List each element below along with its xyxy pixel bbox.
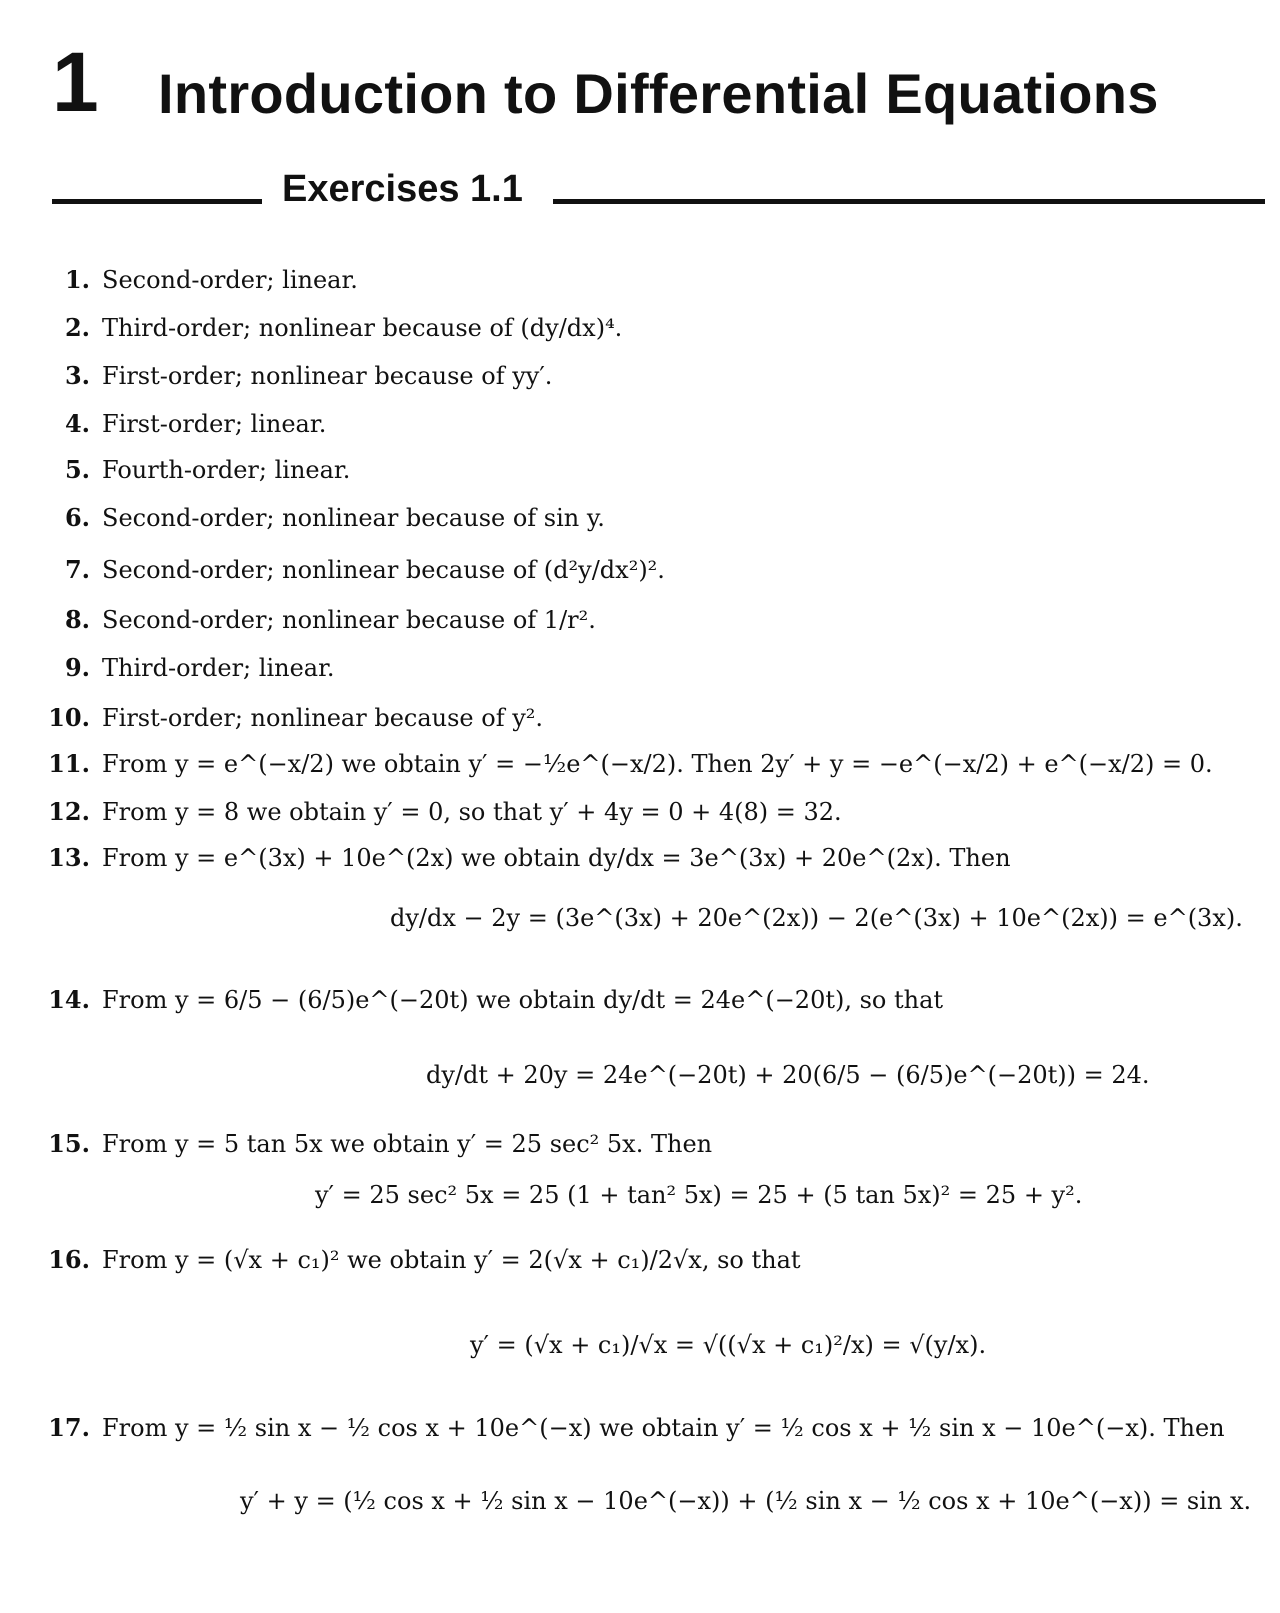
exercise-text: Fourth-order; linear. bbox=[102, 456, 351, 484]
section-title: Exercises 1.1 bbox=[282, 168, 523, 210]
exercise-number: 3. bbox=[64, 361, 90, 390]
display-equation: y′ = (√x + c₁)/√x = √((√x + c₁)²/x) = √(y/x). bbox=[470, 1331, 987, 1359]
display-equation: dy/dx − 2y = (3e^(3x) + 20e^(2x)) − 2(e^(3x) + 10e^(2x)) = e^(3x). bbox=[390, 904, 1243, 932]
exercise-text: Second-order; nonlinear because of sin y. bbox=[102, 504, 605, 532]
exercise-text: From y = 5 tan 5x we obtain y′ = 25 sec² 5x. Then bbox=[102, 1130, 713, 1158]
display-equation: y′ = 25 sec² 5x = 25 (1 + tan² 5x) = 25 + (5 tan 5x)² = 25 + y². bbox=[315, 1181, 1083, 1209]
chapter-title: Introduction to Differential Equations bbox=[158, 62, 1159, 125]
exercise-number: 7. bbox=[64, 555, 90, 584]
exercise-number: 15. bbox=[48, 1129, 90, 1158]
exercise-text: From y = 6/5 − (6/5)e^(−20t) we obtain dy/dt = 24e^(−20t), so that bbox=[102, 986, 944, 1014]
exercise-text: Second-order; nonlinear because of 1/r². bbox=[102, 606, 596, 634]
exercise-number: 8. bbox=[64, 605, 90, 634]
display-equation: y′ + y = (½ cos x + ½ sin x − 10e^(−x)) + (½ sin x − ½ cos x + 10e^(−x)) = sin x. bbox=[240, 1487, 1252, 1515]
exercise-text: First-order; nonlinear because of y². bbox=[102, 704, 544, 732]
exercise-number: 6. bbox=[64, 503, 90, 532]
exercise-number: 14. bbox=[48, 985, 90, 1014]
exercise-number: 4. bbox=[64, 409, 90, 438]
exercise-text: Second-order; nonlinear because of (d²y/dx²)². bbox=[102, 556, 665, 584]
exercise-text: From y = e^(3x) + 10e^(2x) we obtain dy/dx = 3e^(3x) + 20e^(2x). Then bbox=[102, 844, 1011, 872]
display-equation: dy/dt + 20y = 24e^(−20t) + 20(6/5 − (6/5)e^(−20t)) = 24. bbox=[426, 1061, 1150, 1089]
exercise-number: 9. bbox=[64, 653, 90, 682]
exercise-number: 16. bbox=[48, 1245, 90, 1274]
exercise-number: 13. bbox=[48, 843, 90, 872]
exercise-number: 17. bbox=[48, 1413, 90, 1442]
exercise-number: 2. bbox=[64, 313, 90, 342]
section-rule-right bbox=[553, 199, 1265, 204]
exercise-text: Third-order; linear. bbox=[102, 654, 335, 682]
exercise-text: Third-order; nonlinear because of (dy/dx)⁴. bbox=[102, 314, 623, 342]
exercise-number: 10. bbox=[48, 703, 90, 732]
exercise-text: First-order; nonlinear because of yy′. bbox=[102, 362, 553, 390]
exercise-number: 11. bbox=[48, 749, 90, 778]
exercise-text: From y = e^(−x/2) we obtain y′ = −½e^(−x/2). Then 2y′ + y = −e^(−x/2) + e^(−x/2) = 0. bbox=[102, 750, 1213, 778]
exercise-text: Second-order; linear. bbox=[102, 266, 358, 294]
chapter-number: 1 bbox=[52, 35, 99, 129]
exercise-text: From y = 8 we obtain y′ = 0, so that y′ + 4y = 0 + 4(8) = 32. bbox=[102, 798, 842, 826]
exercise-number: 1. bbox=[64, 265, 90, 294]
exercise-number: 12. bbox=[48, 797, 90, 826]
exercise-text: From y = ½ sin x − ½ cos x + 10e^(−x) we obtain y′ = ½ cos x + ½ sin x − 10e^(−x). Then bbox=[102, 1414, 1225, 1442]
exercise-text: First-order; linear. bbox=[102, 410, 327, 438]
exercise-text: From y = (√x + c₁)² we obtain y′ = 2(√x + c₁)/2√x, so that bbox=[102, 1246, 801, 1274]
section-rule-left bbox=[52, 199, 262, 204]
exercise-number: 5. bbox=[64, 455, 90, 484]
